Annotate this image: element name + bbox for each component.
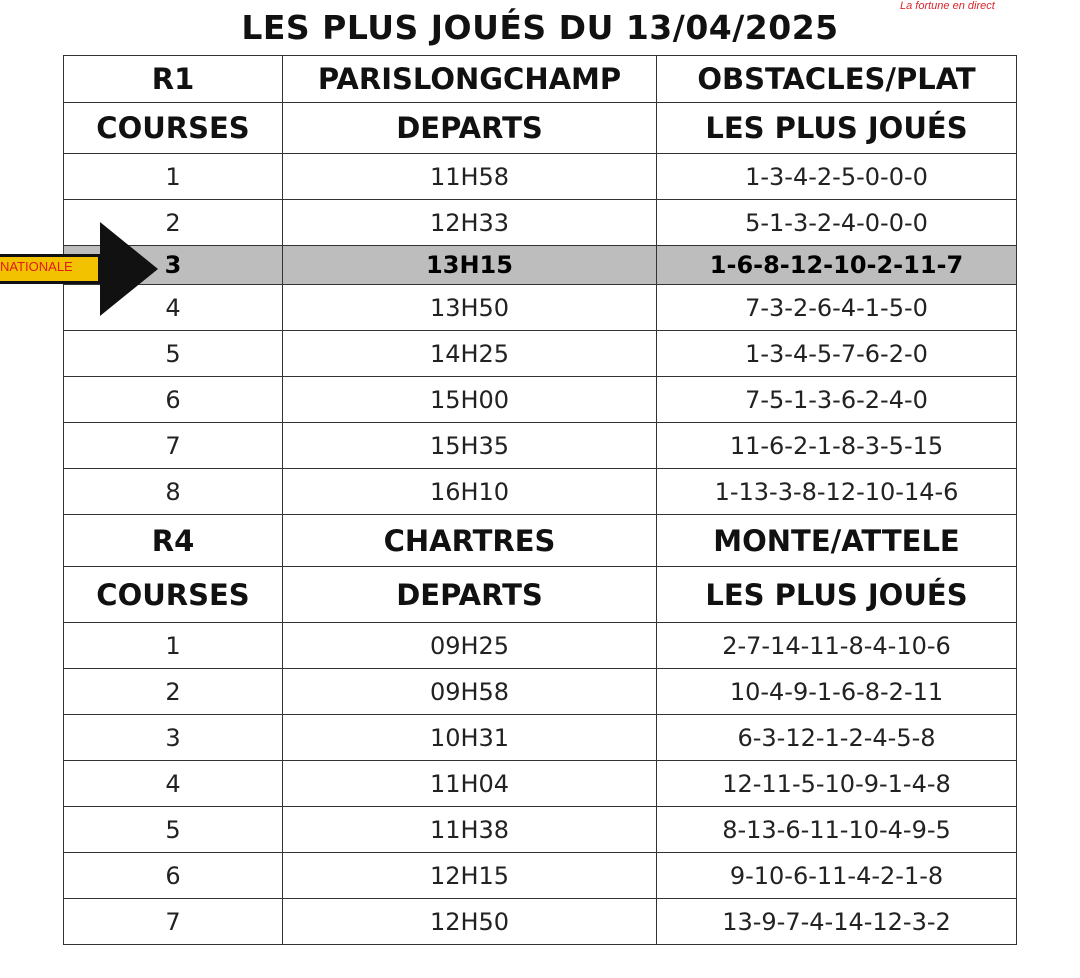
depart-time: 14H25 <box>283 331 657 377</box>
most-played-combo: 11-6-2-1-8-3-5-15 <box>657 423 1017 469</box>
brand-tagline: La fortune en direct <box>900 0 995 12</box>
depart-time: 15H35 <box>283 423 657 469</box>
table-row <box>64 285 1017 331</box>
depart-time: 12H50 <box>283 899 657 945</box>
course-number: 5 <box>64 807 283 853</box>
depart-time: 16H10 <box>283 469 657 515</box>
table-row <box>64 331 1017 377</box>
course-number: 7 <box>64 423 283 469</box>
course-number: 4 <box>64 761 283 807</box>
col-header-courses: COURSES <box>64 103 283 154</box>
depart-time: 11H58 <box>283 154 657 200</box>
depart-time: 09H58 <box>283 669 657 715</box>
depart-time: 11H04 <box>283 761 657 807</box>
table-row <box>64 154 1017 200</box>
column-header-row <box>64 103 1017 154</box>
most-played-combo: 1-6-8-12-10-2-11-7 <box>657 246 1017 285</box>
reunion-label: R4 <box>64 515 283 567</box>
table-row <box>64 469 1017 515</box>
most-played-combo: 9-10-6-11-4-2-1-8 <box>657 853 1017 899</box>
most-played-combo: 8-13-6-11-10-4-9-5 <box>657 807 1017 853</box>
discipline-label: MONTE/ATTELE <box>657 515 1017 567</box>
depart-time: 12H15 <box>283 853 657 899</box>
table-row <box>64 853 1017 899</box>
arrow-label: NATIONALE <box>0 259 73 274</box>
depart-time: 13H15 <box>283 246 657 285</box>
col-header-joues: LES PLUS JOUÉS <box>657 567 1017 623</box>
course-number: 5 <box>64 331 283 377</box>
most-played-combo: 2-7-14-11-8-4-10-6 <box>657 623 1017 669</box>
most-played-combo: 6-3-12-1-2-4-5-8 <box>657 715 1017 761</box>
col-header-courses: COURSES <box>64 567 283 623</box>
most-played-combo: 13-9-7-4-14-12-3-2 <box>657 899 1017 945</box>
table-row-highlighted <box>64 246 1017 285</box>
course-number: 2 <box>64 200 283 246</box>
venue-label: CHARTRES <box>283 515 657 567</box>
column-header-row <box>64 567 1017 623</box>
course-number: 4 <box>64 285 283 331</box>
course-number: 7 <box>64 899 283 945</box>
most-played-combo: 1-3-4-2-5-0-0-0 <box>657 154 1017 200</box>
table-row <box>64 715 1017 761</box>
most-played-combo: 7-5-1-3-6-2-4-0 <box>657 377 1017 423</box>
most-played-combo: 1-3-4-5-7-6-2-0 <box>657 331 1017 377</box>
course-number: 3 <box>64 246 283 285</box>
most-played-combo: 10-4-9-1-6-8-2-11 <box>657 669 1017 715</box>
table-row <box>64 669 1017 715</box>
depart-time: 11H38 <box>283 807 657 853</box>
most-played-combo: 1-13-3-8-12-10-14-6 <box>657 469 1017 515</box>
table-row <box>64 377 1017 423</box>
page-title: LES PLUS JOUÉS DU 13/04/2025 <box>241 8 839 47</box>
table-row <box>64 623 1017 669</box>
col-header-departs: DEPARTS <box>283 567 657 623</box>
course-number: 2 <box>64 669 283 715</box>
course-number: 1 <box>64 623 283 669</box>
most-played-combo: 7-3-2-6-4-1-5-0 <box>657 285 1017 331</box>
table-row <box>64 200 1017 246</box>
depart-time: 15H00 <box>283 377 657 423</box>
discipline-label: OBSTACLES/PLAT <box>657 56 1017 103</box>
course-number: 8 <box>64 469 283 515</box>
table-row <box>64 807 1017 853</box>
reunion-label: R1 <box>64 56 283 103</box>
most-played-combo: 5-1-3-2-4-0-0-0 <box>657 200 1017 246</box>
depart-time: 09H25 <box>283 623 657 669</box>
table-row <box>64 761 1017 807</box>
depart-time: 10H31 <box>283 715 657 761</box>
venue-label: PARISLONGCHAMP <box>283 56 657 103</box>
depart-time: 13H50 <box>283 285 657 331</box>
table-row <box>64 423 1017 469</box>
races-table <box>63 55 1017 945</box>
most-played-combo: 12-11-5-10-9-1-4-8 <box>657 761 1017 807</box>
section-header-row <box>64 56 1017 103</box>
table-row <box>64 899 1017 945</box>
course-number: 6 <box>64 377 283 423</box>
section-header-row <box>64 515 1017 567</box>
col-header-joues: LES PLUS JOUÉS <box>657 103 1017 154</box>
course-number: 6 <box>64 853 283 899</box>
col-header-departs: DEPARTS <box>283 103 657 154</box>
depart-time: 12H33 <box>283 200 657 246</box>
course-number: 1 <box>64 154 283 200</box>
course-number: 3 <box>64 715 283 761</box>
